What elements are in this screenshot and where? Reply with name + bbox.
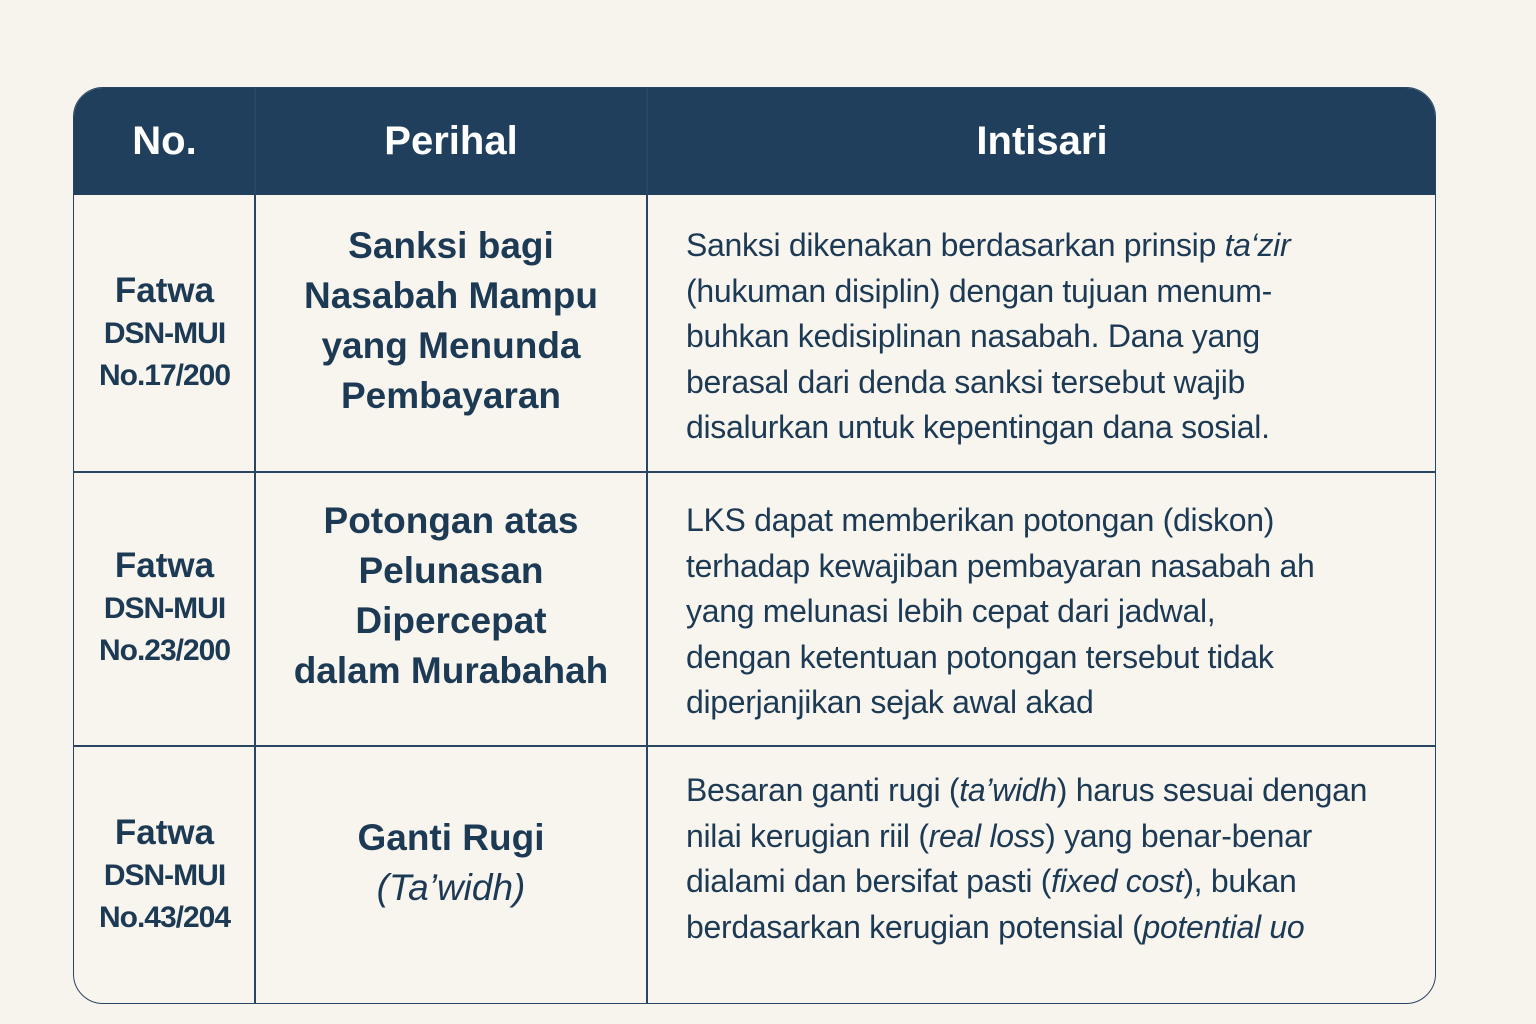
intisari-text: berasal dari denda sanksi tersebut wajib	[686, 363, 1246, 400]
intisari-text: ) harus sesuai dengan	[1056, 772, 1368, 808]
perihal-line: Dipercepat	[355, 600, 547, 641]
intisari-text: diperjanjikan sejak awal akad	[686, 684, 1094, 720]
intisari-text: LKS dapat memberikan potongan (diskon)	[686, 502, 1275, 538]
perihal-cell	[255, 459, 647, 733]
perihal-cell	[255, 183, 647, 459]
intisari-line	[686, 360, 1290, 406]
perihal-line: Sanksi bagi	[348, 225, 554, 266]
perihal-line: Ganti Rugi	[357, 817, 545, 858]
intisari-line	[686, 768, 1367, 814]
italic-term: ta’widh	[959, 772, 1057, 808]
perihal-line: Pelunasan	[358, 550, 544, 591]
intisari-text: buhkan kedisiplinan nasabah. Dana yang	[686, 318, 1260, 354]
perihal-line: (Ta’widh)	[376, 867, 526, 908]
intisari-text: berdasarkan kerugian potensial (	[686, 908, 1143, 945]
intisari-text: terhadap kewajiban pembayaran nasabah ah	[686, 547, 1315, 584]
intisari-line	[686, 498, 1314, 544]
fatwa-number-cell	[74, 195, 255, 471]
intisari-text: (hukuman disiplin) dengan tujuan menum-	[686, 272, 1272, 309]
intisari-cell	[686, 223, 1290, 451]
intisari-line	[686, 544, 1314, 590]
perihal-line: Potongan atas	[323, 500, 579, 541]
fatwa-number-line: No.43/204	[98, 901, 231, 934]
fatwa-number-cell	[74, 471, 255, 745]
intisari-text: Besaran ganti rugi (	[686, 772, 960, 808]
table-header	[74, 88, 1435, 195]
intisari-text: nilai kerugian riil (	[686, 817, 929, 854]
intisari-text: dengan ketentuan potongan tersebut tidak	[686, 638, 1274, 675]
italic-term: real loss	[928, 817, 1046, 854]
intisari-line	[686, 859, 1367, 905]
intisari-line	[686, 269, 1290, 315]
intisari-text: yang melunasi lebih cepat dari jadwal,	[686, 593, 1216, 629]
header-no: No.	[132, 119, 197, 163]
fatwa-number-line: DSN-MUI	[103, 317, 226, 350]
italic-term: ta‘zir	[1224, 227, 1291, 263]
fatwa-number-line: No.23/200	[98, 634, 231, 667]
fatwa-table	[73, 87, 1436, 1004]
fatwa-number-cell	[74, 745, 255, 1004]
intisari-line	[686, 635, 1314, 681]
perihal-cell	[255, 733, 647, 993]
fatwa-number-line: No.17/200	[98, 359, 231, 392]
header-perihal: Perihal	[384, 119, 518, 163]
fatwa-number-line: Fatwa	[114, 546, 215, 585]
intisari-line	[686, 905, 1367, 951]
fatwa-number-line: DSN-MUI	[103, 592, 226, 625]
intisari-text: ) yang benar-benar	[1045, 817, 1312, 854]
intisari-text: Sanksi dikenakan berdasarkan prinsip	[686, 227, 1225, 263]
perihal-line: dalam Murabahah	[293, 650, 609, 691]
perihal-line: Nasabah Mampu	[303, 275, 598, 316]
intisari-text: ), bukan	[1183, 863, 1297, 899]
intisari-line	[686, 680, 1314, 726]
intisari-cell	[686, 768, 1367, 950]
perihal-line: Pembayaran	[340, 375, 562, 416]
fatwa-number-line: DSN-MUI	[103, 859, 226, 892]
intisari-text: disalurkan untuk kepentingan dana sosial.	[686, 409, 1270, 445]
fatwa-number-line: Fatwa	[114, 271, 215, 310]
intisari-line	[686, 589, 1314, 635]
intisari-line	[686, 405, 1290, 451]
intisari-line	[686, 223, 1290, 269]
italic-term: fixed cost	[1051, 863, 1184, 899]
intisari-line	[686, 814, 1367, 860]
fatwa-number-line: Fatwa	[114, 813, 215, 852]
intisari-line	[686, 314, 1290, 360]
perihal-line: yang Menunda	[321, 325, 581, 366]
intisari-text: dialami dan bersifat pasti (	[686, 863, 1052, 899]
italic-term: potential uo	[1142, 908, 1305, 945]
intisari-cell	[686, 498, 1314, 726]
header-intisari: Intisari	[976, 119, 1108, 163]
